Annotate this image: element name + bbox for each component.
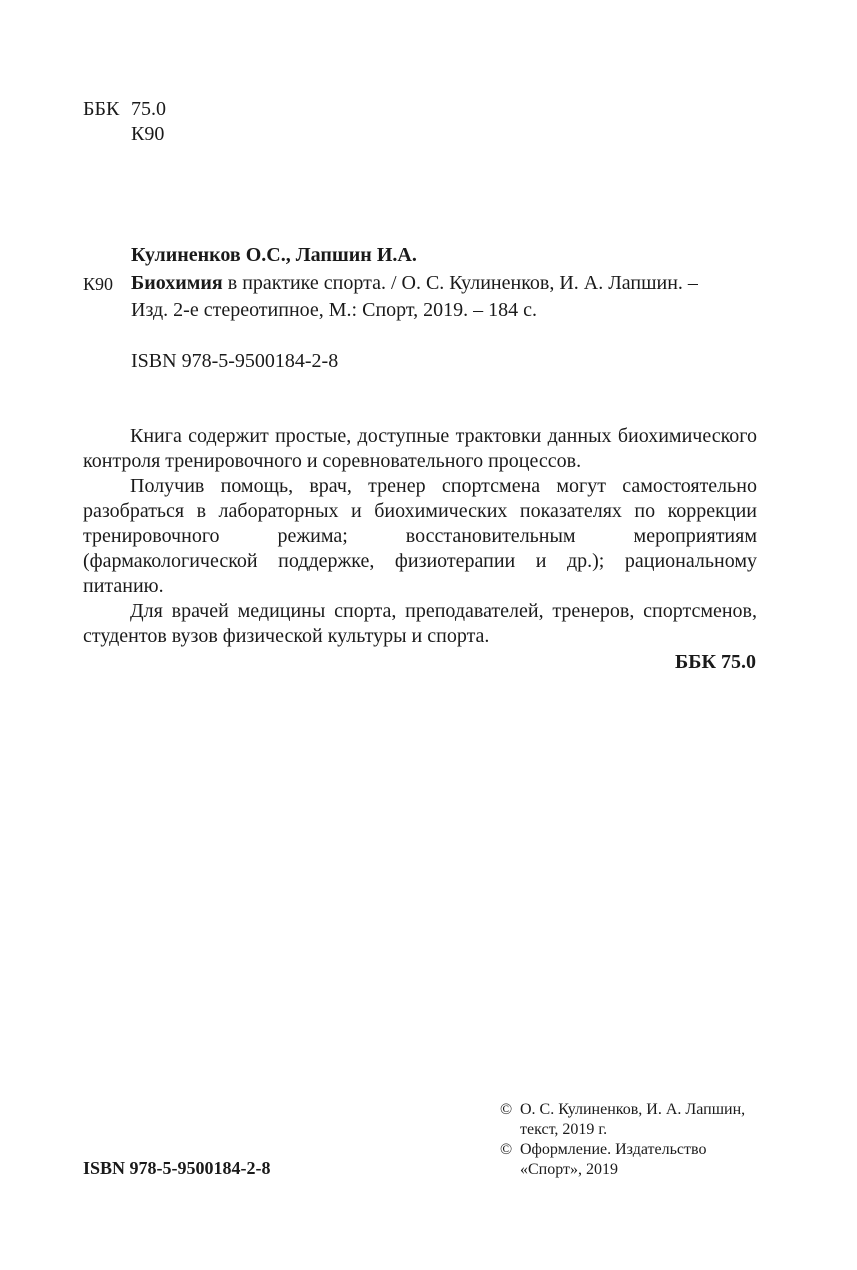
title-description: в практике спорта. / О. С. Кулиненков, И. А. Лапшин. – <box>222 272 698 294</box>
copyright-icon: © <box>500 1101 513 1118</box>
copyright-publisher: «Спорт», 2019 <box>520 1161 619 1178</box>
annotation-paragraph: Для врачей медицины спорта, преподавателей, тренеров, спортсменов, студентов вузов физической культуры и спорта. <box>83 600 757 647</box>
record-sign: К90 <box>83 274 114 294</box>
copyright-authors: О. С. Кулиненков, И. А. Лапшин, <box>520 1101 746 1118</box>
bbk-code: 75.0 <box>131 98 166 120</box>
copyright-icon: © <box>500 1141 513 1158</box>
footer-isbn: ISBN 978-5-9500184-2-8 <box>83 1158 271 1178</box>
edition-line: Изд. 2-е стереотипное, М.: Спорт, 2019. – 184 с. <box>131 299 538 321</box>
record-title-line <box>131 271 698 296</box>
annotation-paragraph: Книга содержит простые, доступные трактовки данных биохимического контроля тренировочного и соревновательного процессов. <box>83 425 757 472</box>
copyright-block <box>500 1100 800 1190</box>
record-isbn: ISBN 978-5-9500184-2-8 <box>131 350 339 372</box>
book-title: Биохимия <box>131 272 223 294</box>
bbk-right: ББК 75.0 <box>675 651 756 673</box>
copyright-authors-year: текст, 2019 г. <box>520 1121 608 1138</box>
author-sign: К90 <box>131 123 165 145</box>
authors-heading: Кулиненков О.С., Лапшин И.А. <box>131 244 417 266</box>
annotation <box>83 424 757 649</box>
bbk-label: ББК <box>83 98 120 120</box>
annotation-paragraph: Получив помощь, врач, тренер спортсмена могут самостоятельно разобраться в лабораторных и биохимических показателях по коррекции тренировочного режима; восстановительным мероприятиям (фармакологической поддержке, физиотерапии и др.); рациональному питанию. <box>83 475 757 597</box>
copyright-design: Оформление. Издательство <box>520 1141 707 1158</box>
